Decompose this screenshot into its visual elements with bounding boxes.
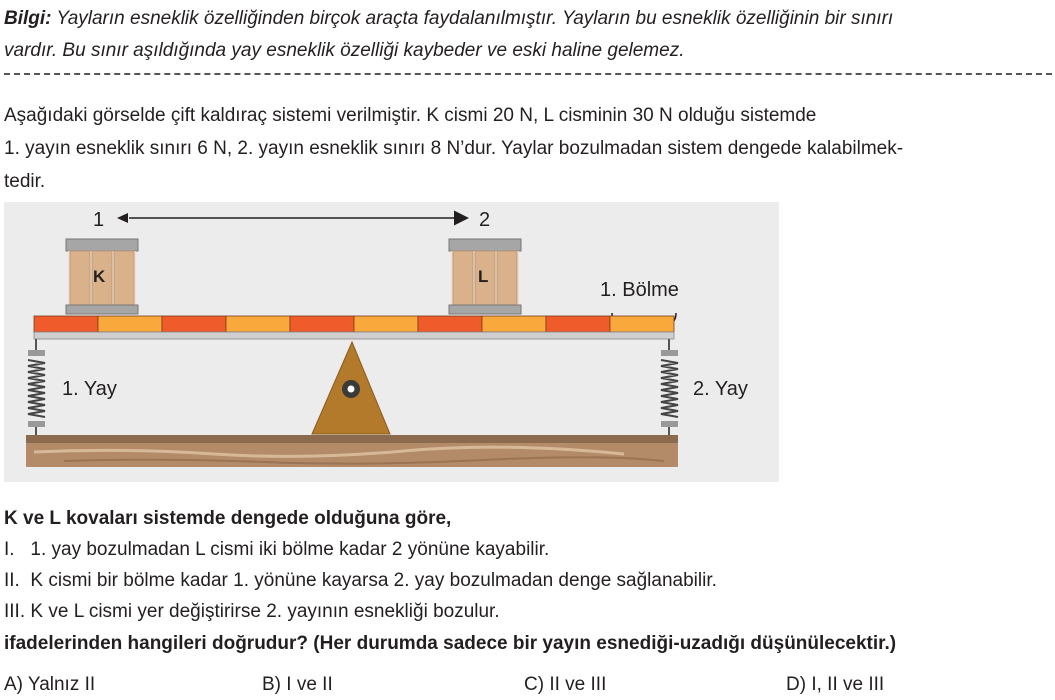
lever-bar: [34, 316, 674, 339]
dashed-divider: [4, 73, 1052, 75]
question-prompt: ifadelerinden hangileri doğrudur? (Her durumda sadece bir yayın esnediği-uzadığı düşünülecektir.): [4, 633, 897, 654]
info-line-2: vardır. Bu sınır aşıldığında yay esneklik özelliği kaybeder ve eski haline gelemez.: [4, 40, 685, 61]
question-lead: K ve L kovaları sistemde dengede olduğuna göre,: [4, 508, 452, 529]
problem-line-3: tedir.: [4, 171, 46, 192]
statement-1: I. 1. yay bozulmadan L cismi iki bölme kadar 2 yönüne kayabilir.: [4, 539, 550, 560]
option-d[interactable]: D) I, II ve III: [786, 674, 885, 695]
statement-2: II. K cismi bir bölme kadar 1. yönüne kayarsa 2. yay bozulmadan denge sağlanabilir.: [4, 570, 717, 591]
info-text-1: Yayların esneklik özelliğinden birçok araçta faydalanılmıştır. Yayların bu esneklik özelliğinin bir sınırı: [51, 8, 894, 29]
option-a[interactable]: A) Yalnız II: [4, 674, 96, 695]
direction-label-2: 2: [479, 209, 491, 231]
info-label: Bilgi:: [4, 8, 52, 29]
lever-diagram: [4, 202, 779, 482]
fulcrum: [312, 342, 390, 434]
spring-2-label: 2. Yay: [693, 378, 748, 400]
option-b[interactable]: B) I ve II: [262, 674, 333, 695]
direction-arrow-left-head: [117, 213, 128, 223]
ground: [26, 435, 678, 467]
statement-3: III. K ve L cismi yer değiştirirse 2. yayının esnekliği bozulur.: [4, 601, 500, 622]
section-label: 1. Bölme: [600, 279, 679, 301]
lever-figure: [4, 202, 779, 482]
box-k-label: K: [93, 267, 106, 286]
right-spring: [661, 339, 678, 438]
info-line-1: [4, 8, 893, 30]
left-spring: [28, 339, 45, 438]
option-c[interactable]: C) II ve III: [524, 674, 607, 695]
direction-label-1: 1: [93, 209, 105, 231]
spring-1-label: 1. Yay: [62, 378, 117, 400]
problem-line-2: 1. yayın esneklik sınırı 6 N, 2. yayın esneklik sınırı 8 N’dur. Yaylar bozulmadan sistem dengede kalabilmek-: [4, 138, 904, 159]
box-l-label: L: [478, 267, 489, 286]
problem-line-1: Aşağıdaki görselde çift kaldıraç sistemi verilmiştir. K cismi 20 N, L cisminin 30 N olduğu sistemde: [4, 105, 817, 126]
